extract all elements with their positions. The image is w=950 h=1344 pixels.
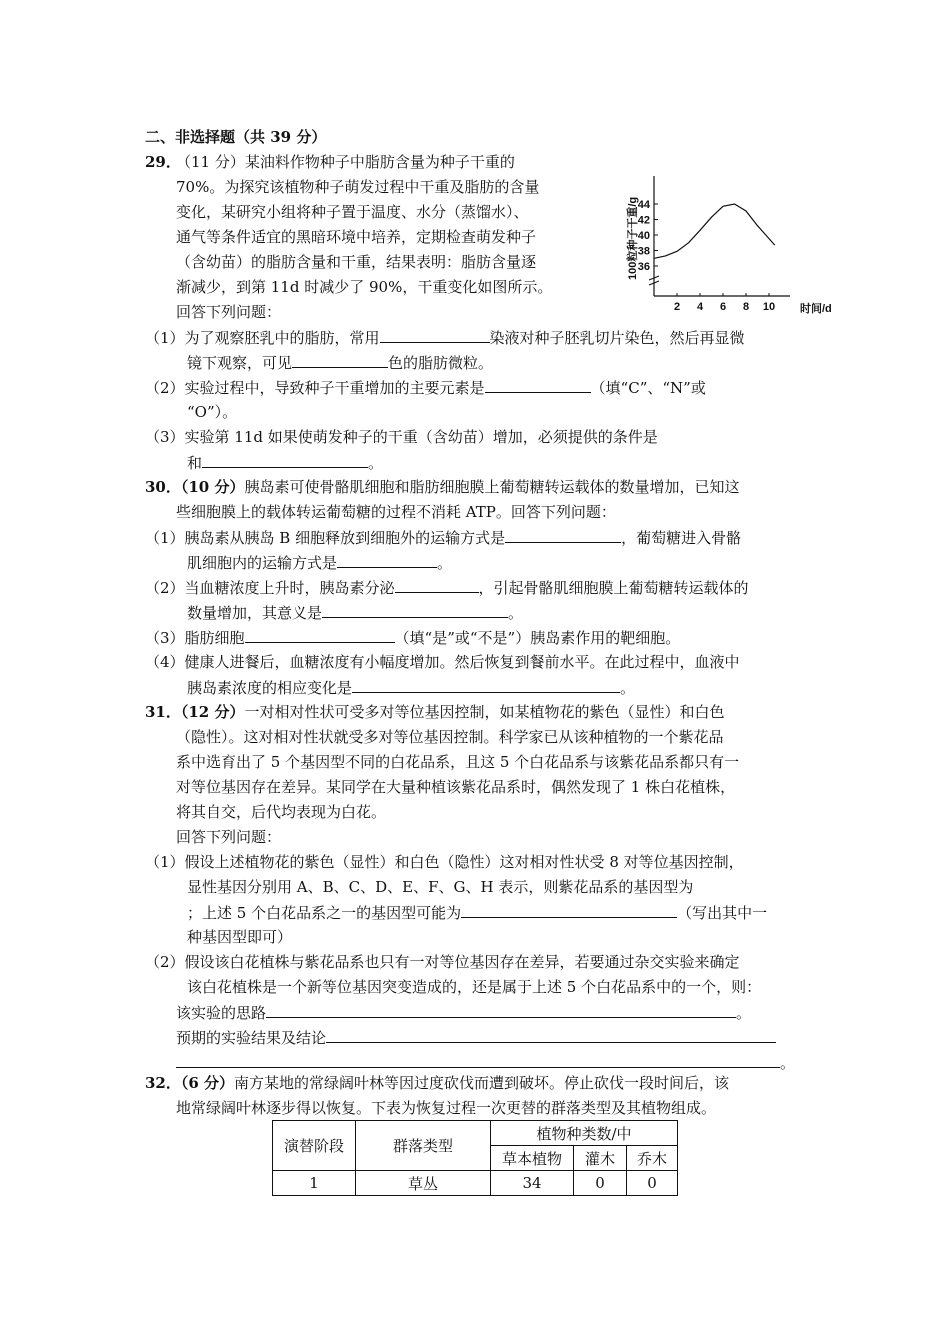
q29-p3-line-2 <box>187 453 383 472</box>
succession-table <box>272 1120 678 1196</box>
q29-line-4: 通气等条件适宜的黑暗环境中培养，定期检查萌发种子 <box>176 228 537 246</box>
q31-p1-line-2: 显性基因分别用 A、B、C、D、E、F、G、H 表示，则紫花品系的基因型为 <box>187 878 694 896</box>
table-row <box>273 1171 678 1196</box>
q29-line-5: （含幼苗）的脂肪含量和干重，结果表明：脂肪含量逐 <box>176 253 537 271</box>
q32-line-2: 地常绿阔叶林逐步得以恢复。下表为恢复过程一次更替的群落类型及其植物组成。 <box>176 1099 717 1117</box>
x-tick-label: 10 <box>762 301 776 313</box>
x-tick-label: 8 <box>742 301 750 313</box>
q29-p2-text-a: （2）实验过程中，导致种子干重增加的主要元素是 <box>145 379 485 397</box>
y-tick-label: 42 <box>637 214 650 227</box>
header-tree: 乔木 <box>627 1146 678 1171</box>
q29-blank-3[interactable] <box>485 378 591 393</box>
q29-number: 29． <box>145 153 181 171</box>
q30-p1-line-2 <box>187 553 452 572</box>
y-tick-label: 44 <box>637 199 650 211</box>
y-axis-label: 100粒种子干重/g <box>627 196 639 280</box>
q30-p2-text-c: 数量增加，其意义是 <box>187 604 323 622</box>
q31-blank-1[interactable] <box>461 903 677 918</box>
q29-p3-text-c: 。 <box>368 454 384 472</box>
q30-blank-4[interactable] <box>322 603 508 618</box>
q29-line-1: （11 分）某油料作物种子中脂肪含量为种子干重的 <box>176 153 515 171</box>
q30-score: （10 分） <box>180 478 245 496</box>
y-tick-label: 40 <box>637 230 650 242</box>
q31-p2-text-e: 预期的实验结果及结论 <box>176 1029 327 1047</box>
q32-text-1: 南方某地的常绿阔叶林等因过度砍伐而遭到破坏。停止砍伐一段时间后，该 <box>234 1074 730 1092</box>
table-header-row-1 <box>273 1121 678 1146</box>
q30-p1-line-1 <box>145 528 741 547</box>
q30-p3-text-a: （3）脂肪细胞 <box>145 629 245 647</box>
q29-blank-1[interactable] <box>380 328 490 343</box>
q29-p1-text-b: 染液对种子胚乳切片染色，然后再显微 <box>489 329 745 347</box>
x-tick-label: 4 <box>696 301 704 313</box>
q29-p2-text-b: （填“C”、“N”或 <box>590 379 706 397</box>
q29-p3-text-b: 和 <box>187 454 203 472</box>
q30-blank-6[interactable] <box>352 678 620 693</box>
cell-type: 草丛 <box>356 1171 491 1196</box>
q29-blank-4[interactable] <box>202 453 368 468</box>
cell-shrub: 0 <box>574 1171 627 1196</box>
q29-p2-line-2: “O”）。 <box>187 403 238 421</box>
q31-line-4: 对等位基因存在差异。某同学在大量种植该紫花品系时，偶然发现了 1 株白花植株， <box>176 778 736 796</box>
q29-line-7: 回答下列问题： <box>176 303 282 321</box>
q31-line-3: 系中选育出了 5 个基因型不同的白花品系，且这 5 个白花品系与该紫花品系都只有一 <box>176 753 740 771</box>
q31-blank-4[interactable] <box>176 1053 780 1068</box>
q31-blank-2[interactable] <box>266 1003 736 1018</box>
q32-number: 32． <box>145 1074 181 1092</box>
q30-p1-text-b: ，葡萄糖进入骨骼 <box>621 529 742 547</box>
q30-number: 30． <box>145 478 181 496</box>
section-title: 二、非选择题（共 39 分） <box>145 128 327 146</box>
q31-line-1 <box>145 703 725 721</box>
q31-line-2: （隐性）。这对相对性状就受多对等位基因控制。科学家已从该种植物的一个紫花品 <box>176 728 724 746</box>
q30-blank-5[interactable] <box>245 628 395 643</box>
q30-p4-text-b: 胰岛素浓度的相应变化是 <box>187 679 353 697</box>
q31-p1-text-d: （写出其中一 <box>677 904 768 922</box>
q30-line-2: 些细胞膜上的载体转运葡萄糖的过程不消耗 ATP。回答下列问题： <box>176 503 616 521</box>
q30-p2-text-a: （2）当血糖浓度上升时，胰岛素分泌 <box>145 579 395 597</box>
q31-p2-line-1: （2）假设该白花植株与紫花品系也只有一对等位基因存在差异，若要通过杂交实验来确定 <box>145 953 740 971</box>
q30-p2-text-d: 。 <box>508 604 524 622</box>
q30-p4-line-1: （4）健康人进餐后，血糖浓度有小幅度增加。然后恢复到餐前水平。在此过程中，血液中 <box>145 653 740 671</box>
q30-p1-text-a: （1）胰岛素从胰岛 B 细胞释放到细胞外的运输方式是 <box>145 529 506 547</box>
y-tick-label: 38 <box>637 245 650 258</box>
x-axis-label: 时间/d <box>800 303 832 315</box>
q30-p3-line <box>145 628 680 647</box>
q31-blank-3[interactable] <box>326 1028 776 1043</box>
header-stage: 演替阶段 <box>273 1121 356 1171</box>
q31-line-5: 将其自交，后代均表现为白花。 <box>176 803 387 821</box>
q31-p1-line-3 <box>187 903 767 922</box>
q31-p2-text-d: 。 <box>736 1004 752 1022</box>
q31-p2-line-4 <box>176 1028 776 1047</box>
series-line <box>654 204 775 258</box>
q31-p1-line-1: （1）假设上述植物花的紫色（显性）和白色（隐性）这对相对性状受 8 对等位基因控制， <box>145 853 744 871</box>
q31-number: 31． <box>145 703 181 721</box>
q31-p1-text-c: ；上述 5 个白花品系之一的基因型可能为 <box>187 904 462 922</box>
q30-p3-text-b: （填“是”或“不是”）胰岛素作用的靶细胞。 <box>394 629 681 647</box>
q29-line-2: 70%。为探究该植物种子萌发过程中干重及脂肪的含量 <box>176 178 540 196</box>
q29-line-6: 渐减少，到第 11d 时减少了 90%，干重变化如图所示。 <box>176 278 553 296</box>
q31-p2-text-f: 。 <box>780 1054 796 1072</box>
header-herb: 草本植物 <box>491 1146 574 1171</box>
y-tick-label: 36 <box>637 261 650 273</box>
q30-blank-2[interactable] <box>337 553 437 568</box>
q29-p2-line-1 <box>145 378 706 397</box>
q29-line-3: 变化，某研究小组将种子置于温度、水分（蒸馏水）、 <box>176 203 529 221</box>
q30-blank-1[interactable] <box>505 528 621 543</box>
q29-p1-text-c: 镜下观察，可见 <box>187 354 293 372</box>
q30-p2-text-b: ，引起骨骼肌细胞膜上葡萄糖转运载体的 <box>478 579 749 597</box>
q30-blank-3[interactable] <box>395 578 479 593</box>
q30-text-1: 胰岛素可使骨骼肌细胞和脂肪细胞膜上葡萄糖转运载体的数量增加，已知这 <box>244 478 740 496</box>
header-shrub: 灌木 <box>574 1146 627 1171</box>
q32-score: （6 分） <box>180 1074 235 1092</box>
header-community-type: 群落类型 <box>356 1121 491 1171</box>
q31-p2-line-3 <box>176 1003 751 1022</box>
cell-stage: 1 <box>273 1171 356 1196</box>
q29-p3-line-1: （3）实验第 11d 如果使萌发种子的干重（含幼苗）增加，必须提供的条件是 <box>145 428 658 446</box>
q31-p2-line-2: 该白花植株是一个新等位基因突变造成的，还是属于上述 5 个白花品系中的一个，则： <box>187 978 762 996</box>
q30-p2-line-2 <box>187 603 523 622</box>
y-ticks <box>638 199 658 273</box>
q29-p1-line-2 <box>187 353 493 372</box>
q31-text-1: 一对相对性状可受多对等位基因控制，如某植物花的紫色（显性）和白色 <box>244 703 725 721</box>
cell-herb: 34 <box>491 1171 574 1196</box>
q31-line-6: 回答下列问题： <box>176 828 282 846</box>
q30-p4-line-2 <box>187 678 635 697</box>
cell-tree: 0 <box>627 1171 678 1196</box>
q29-blank-2[interactable] <box>292 353 388 368</box>
q32-line-1 <box>145 1074 729 1092</box>
q30-p1-text-d: 。 <box>437 554 453 572</box>
q31-score: （12 分） <box>180 703 245 721</box>
q29-p1-text-a: （1）为了观察胚乳中的脂肪，常用 <box>145 329 380 347</box>
q31-p1-line-4: 种基因型即可） <box>187 928 293 946</box>
header-species-count: 植物种类数/中 <box>491 1121 678 1146</box>
dry-weight-chart <box>622 168 842 318</box>
q31-p2-text-c: 该实验的思路 <box>176 1004 267 1022</box>
chart-axes <box>649 176 790 296</box>
q30-p2-line-1 <box>145 578 749 597</box>
x-tick-label: 6 <box>719 301 727 313</box>
q30-p4-text-c: 。 <box>620 679 636 697</box>
q30-line-1 <box>145 478 740 496</box>
q30-p1-text-c: 肌细胞内的运输方式是 <box>187 554 338 572</box>
x-tick-label: 2 <box>673 301 681 313</box>
q29-p1-line-1 <box>145 328 745 347</box>
q29-p1-text-d: 色的脂肪微粒。 <box>388 354 494 372</box>
q31-p2-line-5 <box>176 1053 795 1072</box>
